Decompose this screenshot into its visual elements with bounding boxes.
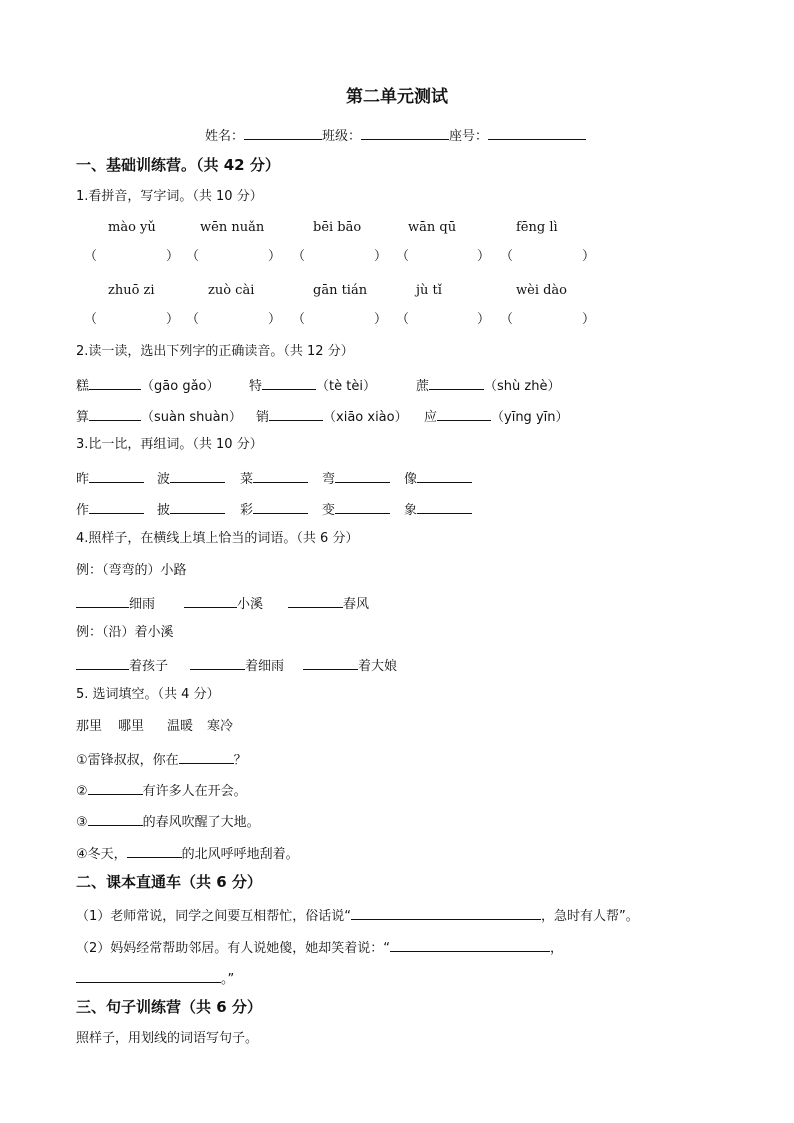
q2-blank[interactable] (429, 375, 484, 390)
q3-item (240, 468, 308, 489)
q5-sentence-2 (76, 780, 247, 801)
q2-options: （gāo gǎo） (141, 379, 220, 394)
answer-box-left-paren: （ (292, 312, 306, 327)
answer-box-left-paren: （ (396, 312, 410, 327)
q2-item (424, 406, 569, 427)
name-label: 姓名： (205, 129, 245, 144)
q3-item (76, 468, 144, 489)
q3-char: 变 (322, 503, 336, 518)
q4-blank[interactable] (76, 655, 129, 670)
q5-word: 温暖 (167, 719, 194, 734)
pinyin: wèi dào (516, 283, 568, 298)
q2-options: （yīng yīn） (491, 410, 569, 425)
seat-label: 座号： (449, 129, 489, 144)
q3-char: 作 (76, 503, 90, 518)
class-label: 班级： (322, 129, 362, 144)
answer-box-right-paren: ） (166, 312, 180, 327)
q2-item (249, 375, 376, 396)
sec2-text: 。” (221, 972, 235, 987)
q2-options: （suàn shuàn） (141, 410, 242, 425)
q5-text: 的北风呼呼地刮着。 (181, 847, 299, 862)
sec2-blank[interactable] (351, 905, 541, 920)
q5-sentence-3 (76, 811, 260, 832)
answer-box-left-paren: （ (500, 249, 514, 264)
q4-blank[interactable] (184, 593, 237, 608)
q2-char: 应 (424, 410, 438, 425)
q5-word: 哪里 (118, 719, 145, 734)
sec2-text: （2）妈妈经常帮助邻居。有人说她傻，她却笑着说：“ (76, 941, 391, 956)
q4-item (184, 593, 263, 614)
q3-char: 菜 (240, 472, 254, 487)
q3-blank[interactable] (417, 499, 472, 514)
q3-char: 彩 (240, 503, 254, 518)
pinyin: jù tǐ (416, 283, 442, 298)
answer-box-left-paren: （ (84, 312, 98, 327)
student-info-line (205, 125, 586, 146)
answer-box-right-paren: ） (477, 249, 491, 264)
q3-item (404, 468, 472, 489)
sec2-line-3 (76, 968, 234, 989)
q4-item (76, 655, 168, 676)
q5-word: 寒冷 (207, 719, 234, 734)
q3-blank[interactable] (89, 499, 144, 514)
q5-text: 的春风吹醒了大地。 (142, 815, 260, 830)
q3-item (322, 468, 390, 489)
q5-text: 有许多人在开会。 (142, 784, 247, 799)
q5-text: ② (76, 784, 88, 799)
page-title: 第二单元测试 (346, 87, 448, 107)
q3-item (157, 468, 225, 489)
q4-word: 细雨 (129, 597, 156, 612)
q4-blank[interactable] (288, 593, 343, 608)
answer-box-right-paren: ） (477, 312, 491, 327)
answer-box-right-paren: ） (582, 249, 596, 264)
answer-box-left-paren: （ (292, 249, 306, 264)
q4-item (76, 593, 155, 614)
q3-blank[interactable] (170, 468, 225, 483)
seat-blank[interactable] (488, 125, 586, 140)
q5-word: 那里 (76, 719, 103, 734)
q1-prompt: 1.看拼音，写字词。（共 10 分） (76, 189, 263, 204)
q4-item (303, 655, 397, 676)
q5-prompt: 5. 选词填空。（共 4 分） (76, 687, 220, 702)
pinyin: wān qū (408, 220, 457, 235)
section-2-heading: 二、课本直通车（共 6 分） (76, 873, 262, 891)
q5-blank[interactable] (179, 749, 234, 764)
section-3-heading: 三、句子训练营（共 6 分） (76, 998, 262, 1016)
q2-char: 算 (76, 410, 90, 425)
answer-box-left-paren: （ (84, 249, 98, 264)
q4-word: 着孩子 (129, 659, 169, 674)
q5-blank[interactable] (127, 843, 182, 858)
pinyin: fēng lì (516, 220, 558, 235)
q3-blank[interactable] (89, 468, 144, 483)
sec3-prompt: 照样子，用划线的词语写句子。 (76, 1031, 259, 1046)
q3-prompt: 3.比一比，再组词。（共 10 分） (76, 437, 263, 452)
sec2-text: ，急时有人帮”。 (541, 909, 639, 924)
q2-item (76, 375, 220, 396)
q5-sentence-4 (76, 843, 299, 864)
q3-char: 昨 (76, 472, 90, 487)
pinyin: mào yǔ (108, 220, 156, 235)
sec2-text: （1）老师常说，同学之间要互相帮忙，俗话说“ (76, 909, 352, 924)
name-blank[interactable] (244, 125, 322, 140)
q3-char: 波 (157, 472, 171, 487)
sec2-line-1 (76, 905, 639, 926)
q4-example-2: 例：（沿）着小溪 (76, 625, 174, 640)
q5-text: ③ (76, 815, 88, 830)
q2-blank[interactable] (262, 375, 316, 390)
q2-blank[interactable] (89, 406, 141, 421)
q2-options: （shù zhè） (484, 379, 561, 394)
q4-word: 春风 (343, 597, 370, 612)
answer-box-right-paren: ） (268, 312, 282, 327)
q3-item (76, 499, 144, 520)
pinyin: wēn nuǎn (200, 220, 265, 235)
q3-blank[interactable] (335, 468, 390, 483)
q5-blank[interactable] (88, 811, 143, 826)
q4-prompt: 4.照样子，在横线上填上恰当的词语。（共 6 分） (76, 531, 359, 546)
q2-options: （tè tèi） (316, 379, 376, 394)
answer-box-right-paren: ） (268, 249, 282, 264)
q2-item (256, 406, 408, 427)
q5-text: ？ (233, 753, 247, 768)
q4-item (288, 593, 369, 614)
q2-item (76, 406, 242, 427)
pinyin: zhuō zi (108, 283, 155, 298)
q3-blank[interactable] (417, 468, 472, 483)
q3-char: 像 (404, 472, 418, 487)
q3-item (322, 499, 390, 520)
q2-options: （xiāo xiào） (323, 410, 408, 425)
q4-blank[interactable] (190, 655, 245, 670)
answer-box-left-paren: （ (186, 312, 200, 327)
class-blank[interactable] (361, 125, 449, 140)
q3-item (404, 499, 472, 520)
q2-blank[interactable] (269, 406, 323, 421)
q4-item (190, 655, 284, 676)
q2-char: 蔗 (416, 379, 430, 394)
answer-box-right-paren: ） (374, 312, 388, 327)
q3-char: 弯 (322, 472, 336, 487)
q3-item (157, 499, 225, 520)
answer-box-right-paren: ） (374, 249, 388, 264)
sec2-blank[interactable] (76, 968, 221, 983)
q2-item (416, 375, 560, 396)
q2-blank[interactable] (437, 406, 491, 421)
answer-box-left-paren: （ (186, 249, 200, 264)
q5-text: ①雷锋叔叔，你在 (76, 753, 179, 768)
q3-item (240, 499, 308, 520)
q2-prompt: 2.读一读，选出下列字的正确读音。（共 12 分） (76, 344, 354, 359)
q5-blank[interactable] (88, 780, 143, 795)
pinyin: gān tián (313, 283, 368, 298)
sec2-blank[interactable] (390, 937, 550, 952)
q3-blank[interactable] (253, 499, 308, 514)
sec2-text: ， (550, 941, 564, 956)
q4-word: 小溪 (237, 597, 264, 612)
q3-char: 披 (157, 503, 171, 518)
sec2-line-2 (76, 937, 563, 958)
q3-blank[interactable] (335, 499, 390, 514)
q2-char: 特 (249, 379, 263, 394)
q2-char: 糕 (76, 379, 90, 394)
q4-example-1: 例：（弯弯的）小路 (76, 563, 187, 578)
q4-blank[interactable] (303, 655, 358, 670)
answer-box-right-paren: ） (582, 312, 596, 327)
pinyin: bēi bāo (313, 220, 362, 235)
q4-word: 着大娘 (358, 659, 398, 674)
q3-blank[interactable] (170, 499, 225, 514)
q5-sentence-1 (76, 749, 247, 770)
answer-box-left-paren: （ (396, 249, 410, 264)
q4-blank[interactable] (76, 593, 129, 608)
q2-blank[interactable] (89, 375, 141, 390)
q4-word: 着细雨 (245, 659, 285, 674)
section-1-heading: 一、基础训练营。（共 42 分） (76, 156, 280, 174)
q3-blank[interactable] (253, 468, 308, 483)
answer-box-right-paren: ） (166, 249, 180, 264)
q2-char: 销 (256, 410, 270, 425)
pinyin: zuò cài (208, 283, 255, 298)
answer-box-left-paren: （ (500, 312, 514, 327)
q3-char: 象 (404, 503, 418, 518)
q5-text: ④冬天， (76, 847, 127, 862)
